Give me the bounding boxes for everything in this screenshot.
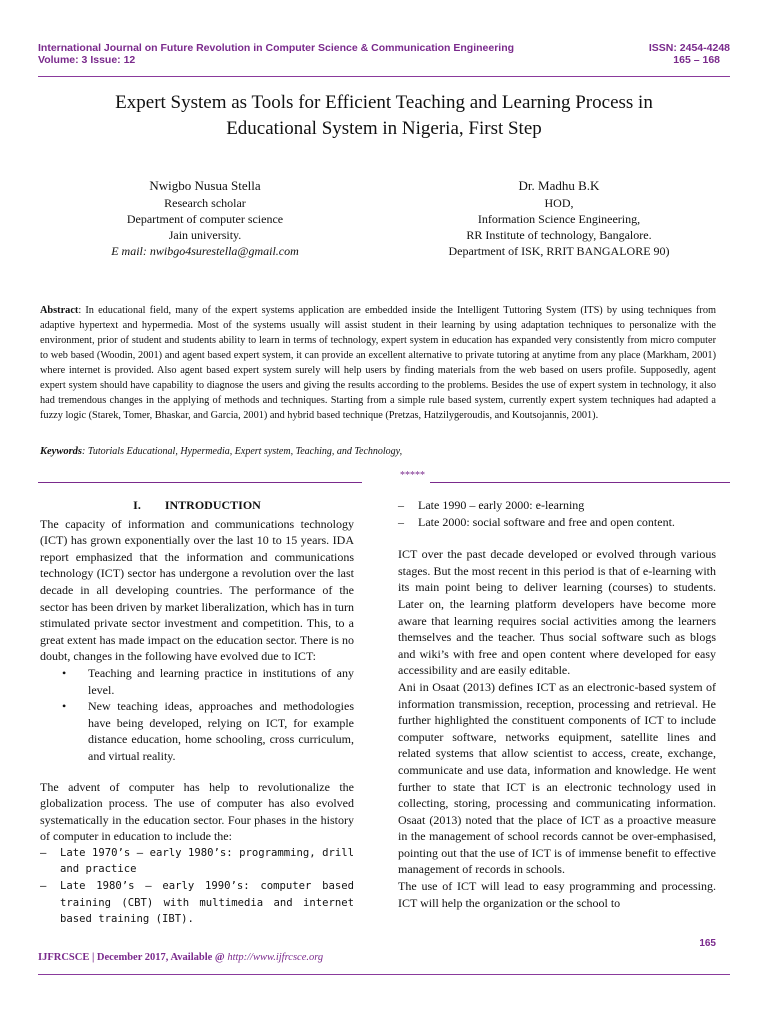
list-item: – Late 1970’s – early 1980’s: programming, drill and practice [40,846,354,876]
phases-list-left [40,845,354,928]
bullet-icon: • [62,665,67,680]
author-1 [70,178,340,259]
keywords-label: Keywords [40,446,82,457]
keywords [40,446,716,457]
author-1-role: Research scholar [164,196,246,210]
separator-rule-left [38,482,362,483]
abstract-text: : In educational field, many of the expert systems application are embedded inside the Intelligent Tuttoring System (ITS) by using techniques from adaptive hypertext and hypermedia. Most of the systems usually will assist student in their learning by using adaptation techniques to personalize with the environment, prior of student and students ability to learn in terms of technology, expert system in education has expanded very consistently from micro computer to web based (Woodin, 2001) and agent based expert system, it can provide an excellent alternative to private tutoring at anytime from any place (Markham, 2001) where internet is provided. Also agent based expert system surely will help users by finding materials from the web based on users profile. Supposedly, agent expert system should have capability to diagnose the users and giving the results according to the problems. Besides the use of expert system in technology, it also had tremendous changes in the applying of methods and techniques. Starting from a simple rule based system, currently expert system techniques had adapted a fuzzy logic (Starek, Tomer, Bhaskar, and Garcia, 2001) and hybrid based technique (Pretzas, Hatzilygeroudis, and Koutsojannis, 2001). [40,305,716,421]
issn: ISSN: 2454-4248 [648,42,730,54]
list-item: – Late 2000: social software and free and open content. [398,514,675,529]
phases-list-right [398,497,716,530]
footer-text: IJFRCSCE | December 2017, Available @ [38,952,228,963]
list-item: • Teaching and learning practice in institutions of any level. [62,665,354,697]
list-item: – Late 1990 – early 2000: e-learning [398,498,585,512]
bullet-icon: • [62,699,67,714]
dash-icon: – [398,498,404,512]
author-2-role: HOD, [544,196,574,210]
keywords-text: : Tutorials Educational, Hypermedia, Expert system, Teaching, and Technology, [82,446,403,457]
intro-paragraph-1: The capacity of information and communications technology (ICT) has grown exponentially over the last 10 to 15 years. IDA report emphasized that the information and communications technology (ICT) sector has undergone a revolution over the last decade in all developing countries. The performance of the sector has been driven by market liberalization, which has in turn stimulated private sector investment and competition. This, to a great extent has made impact on the education sector. There is no doubt, changes in the following have evolved due to ICT: [40,516,354,664]
abstract [40,303,716,423]
right-column [398,497,716,911]
title-line-1: Expert System as Tools for Efficient Teaching and Learning Process in [115,92,653,113]
title-line-2: Educational System in Nigeria, First Step [226,118,542,139]
ict-changes-list [40,665,354,765]
section-heading: I. INTRODUCTION [133,498,261,512]
list-item: • New teaching ideas, approaches and methodologies have being developed, relying on ICT, for example distance education, home schooling, cross curriculum, and virtual reality. [62,699,354,763]
page-range: 165 – 168 [673,54,720,66]
volume-issue: Volume: 3 Issue: 12 [38,54,136,66]
author-1-dept: Department of computer science [126,212,284,226]
separator-stars: ***** [400,470,425,481]
paper-title [38,90,730,142]
body-paragraph-3: The use of ICT will lead to easy programming and processing. ICT will help the organization or the school to [398,879,716,910]
body-paragraph-1: ICT over the past decade developed or evolved through various stages. But the most recent in this period is that of e-learning with its main point being to deliver learning (courses) to students. Later on, the learning platform developers have become more aware that learning requires social activities among the learners themselves and the teacher. Thus social software such as blogs and wiki’s with free and open content where developed for easy accessibility and are easily editable. [398,547,716,678]
footer-rule [38,974,730,975]
author-2-inst: RR Institute of technology, Bangalore. [466,228,652,242]
abstract-label: Abstract [40,305,79,316]
page-number: 165 [699,938,716,949]
author-2 [418,178,700,259]
footer-link[interactable]: http://www.ijfrcsce.org [227,952,324,963]
author-1-name: Nwigbo Nusua Stella [149,178,261,193]
intro-paragraph-2: The advent of computer has help to revolutionalize the globalization process. The use of computer has also evolved systematically in the education sector. Four phases in the history of computer in education to include the: [40,779,354,844]
footer [38,952,323,963]
dash-icon: – [40,846,47,859]
left-column [40,497,354,928]
journal-name: International Journal on Future Revolution in Computer Science & Communication Engineering [38,42,515,54]
list-item: – Late 1980’s – early 1990’s: computer based training (CBT) with multimedia and internet based training (IBT). [40,880,354,926]
section-separator [38,470,730,484]
separator-rule-right [430,482,730,483]
author-1-email[interactable]: E mail: nwibgo4surestella@gmail.com [111,244,299,258]
author-2-address: Department of ISK, RRIT BANGALORE 90) [448,244,670,258]
header-rule [38,76,730,77]
author-2-dept: Information Science Engineering, [477,212,641,226]
author-1-inst: Jain university. [168,228,242,242]
body-paragraph-2: Ani in Osaat (2013) defines ICT as an electronic-based system of information transmission, reception, processing and retrieval. He further highlighted the constituent components of ICT to include computer software, networks equipment, satellite lines and related systems that allow scientist to access, create, exchange, communicate and use data, information and knowledge. He went further to state that ICT is an electronic technology used in collecting, storing, processing and communicating information. Osaat (2013) noted that the place of ICT as a proactive measure in the management of school records cannot be over-emphasised, pointing out that the use of ICT is of immense benefit to effective management of records in schools. [398,679,716,877]
dash-icon: – [40,880,47,893]
dash-icon: – [398,514,404,529]
author-2-name: Dr. Madhu B.K [518,178,600,193]
